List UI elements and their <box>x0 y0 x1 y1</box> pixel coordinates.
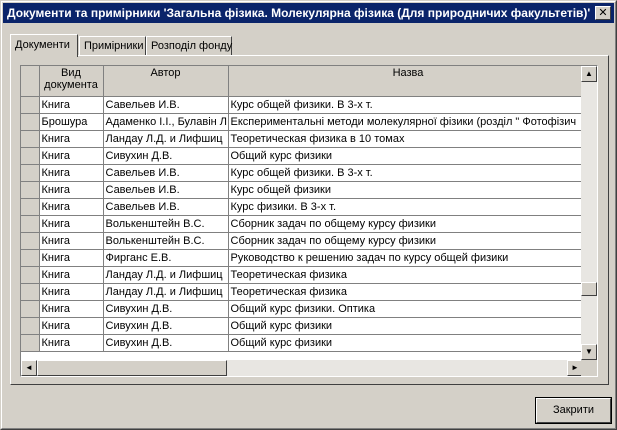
window-title: Документи та примірники 'Загальна фізика. Молекулярна фізика (Для природничих факультетів)' <box>7 6 591 20</box>
table-row[interactable] <box>21 334 588 351</box>
title-bar[interactable] <box>3 3 614 23</box>
cell-author[interactable]: Савельев И.В. <box>103 181 228 198</box>
table-row[interactable] <box>21 300 588 317</box>
scroll-right-icon[interactable]: ► <box>567 360 583 376</box>
tab-copies[interactable]: Примірники <box>79 36 146 56</box>
cell-author[interactable]: Волькенштейн В.С. <box>103 215 228 232</box>
cell-author[interactable]: Савельев И.В. <box>103 96 228 113</box>
cell-title[interactable]: Общий курс физики. Оптика <box>228 300 588 317</box>
row-indicator[interactable] <box>21 113 39 130</box>
horizontal-scrollbar[interactable] <box>21 360 583 376</box>
close-icon[interactable]: ✕ <box>595 6 611 20</box>
close-button[interactable]: Закрити <box>536 398 611 423</box>
cell-title[interactable]: Общий курс физики <box>228 147 588 164</box>
cell-doc-type[interactable]: Книга <box>39 300 103 317</box>
cell-doc-type[interactable]: Книга <box>39 232 103 249</box>
row-indicator[interactable] <box>21 215 39 232</box>
cell-author[interactable]: Адаменко І.І., Булавін Л <box>103 113 228 130</box>
cell-title[interactable]: Сборник задач по общему курсу физики <box>228 215 588 232</box>
cell-doc-type[interactable]: Книга <box>39 283 103 300</box>
row-indicator[interactable] <box>21 96 39 113</box>
cell-doc-type[interactable]: Книга <box>39 249 103 266</box>
table-body <box>21 96 588 351</box>
cell-author[interactable]: Ландау Л.Д. и Лифшиц <box>103 283 228 300</box>
cell-doc-type[interactable]: Книга <box>39 266 103 283</box>
table-row[interactable] <box>21 164 588 181</box>
cell-title[interactable]: Курс общей физики. В 3-х т. <box>228 164 588 181</box>
table-row[interactable] <box>21 232 588 249</box>
cell-title[interactable]: Руководство к решению задач по курсу общей физики <box>228 249 588 266</box>
cell-title[interactable]: Общий курс физики <box>228 317 588 334</box>
column-header-title[interactable]: Назва <box>228 66 588 96</box>
cell-title[interactable]: Курс физики. В 3-х т. <box>228 198 588 215</box>
cell-doc-type[interactable]: Книга <box>39 164 103 181</box>
cell-title[interactable]: Сборник задач по общему курсу физики <box>228 232 588 249</box>
tab-panel <box>10 55 609 385</box>
scroll-up-icon[interactable]: ▲ <box>581 66 597 82</box>
scrollbar-corner <box>581 360 597 376</box>
row-indicator-header <box>21 66 39 96</box>
row-indicator[interactable] <box>21 266 39 283</box>
column-header-author[interactable]: Автор <box>103 66 228 96</box>
table-row[interactable] <box>21 215 588 232</box>
table-row[interactable] <box>21 130 588 147</box>
cell-title[interactable]: Курс общей физики <box>228 181 588 198</box>
row-indicator[interactable] <box>21 317 39 334</box>
table-row[interactable] <box>21 283 588 300</box>
cell-doc-type[interactable]: Книга <box>39 198 103 215</box>
row-indicator[interactable] <box>21 198 39 215</box>
cell-title[interactable]: Курс общей физики. В 3-х т. <box>228 96 588 113</box>
table-header-row <box>21 66 588 96</box>
row-indicator[interactable] <box>21 164 39 181</box>
scroll-left-icon[interactable]: ◄ <box>21 360 37 376</box>
cell-author[interactable]: Фирганс Е.В. <box>103 249 228 266</box>
cell-doc-type[interactable]: Книга <box>39 181 103 198</box>
cell-author[interactable]: Сивухин Д.В. <box>103 300 228 317</box>
row-indicator[interactable] <box>21 232 39 249</box>
table-row[interactable] <box>21 113 588 130</box>
scroll-down-icon[interactable]: ▼ <box>581 344 597 360</box>
cell-title[interactable]: Теоретическая физика <box>228 283 588 300</box>
table-row[interactable] <box>21 147 588 164</box>
tab-documents[interactable]: Документи <box>10 34 78 57</box>
table-row[interactable] <box>21 317 588 334</box>
cell-doc-type[interactable]: Книга <box>39 96 103 113</box>
documents-table <box>21 66 589 352</box>
table-row[interactable] <box>21 96 588 113</box>
cell-title[interactable]: Теоретическая физика <box>228 266 588 283</box>
row-indicator[interactable] <box>21 300 39 317</box>
cell-title[interactable]: Общий курс физики <box>228 334 588 351</box>
cell-author[interactable]: Волькенштейн В.С. <box>103 232 228 249</box>
cell-title[interactable]: Теоретическая физика в 10 томах <box>228 130 588 147</box>
cell-doc-type[interactable]: Брошура <box>39 113 103 130</box>
cell-author[interactable]: Сивухин Д.В. <box>103 147 228 164</box>
documents-grid[interactable] <box>20 65 598 377</box>
table-row[interactable] <box>21 198 588 215</box>
row-indicator[interactable] <box>21 334 39 351</box>
cell-doc-type[interactable]: Книга <box>39 215 103 232</box>
table-row[interactable] <box>21 181 588 198</box>
row-indicator[interactable] <box>21 147 39 164</box>
vertical-scrollbar[interactable] <box>581 66 597 360</box>
cell-doc-type[interactable]: Книга <box>39 334 103 351</box>
table-row[interactable] <box>21 249 588 266</box>
cell-author[interactable]: Савельев И.В. <box>103 198 228 215</box>
cell-author[interactable]: Ландау Л.Д. и Лифшиц <box>103 266 228 283</box>
row-indicator[interactable] <box>21 249 39 266</box>
cell-author[interactable]: Сивухин Д.В. <box>103 334 228 351</box>
row-indicator[interactable] <box>21 181 39 198</box>
table-row[interactable] <box>21 266 588 283</box>
cell-title[interactable]: Експериментальні методи молекулярної фізики (розділ " Фотофізич <box>228 113 588 130</box>
cell-doc-type[interactable]: Книга <box>39 147 103 164</box>
column-header-doc-type[interactable]: Вид документа <box>39 66 103 96</box>
horizontal-scroll-thumb[interactable] <box>37 360 227 376</box>
row-indicator[interactable] <box>21 130 39 147</box>
tab-fund-distribution[interactable]: Розподіл фонду <box>146 36 232 56</box>
cell-doc-type[interactable]: Книга <box>39 130 103 147</box>
cell-author[interactable]: Ландау Л.Д. и Лифшиц <box>103 130 228 147</box>
vertical-scroll-thumb[interactable] <box>581 282 597 296</box>
cell-author[interactable]: Савельев И.В. <box>103 164 228 181</box>
cell-doc-type[interactable]: Книга <box>39 317 103 334</box>
row-indicator[interactable] <box>21 283 39 300</box>
cell-author[interactable]: Сивухин Д.В. <box>103 317 228 334</box>
